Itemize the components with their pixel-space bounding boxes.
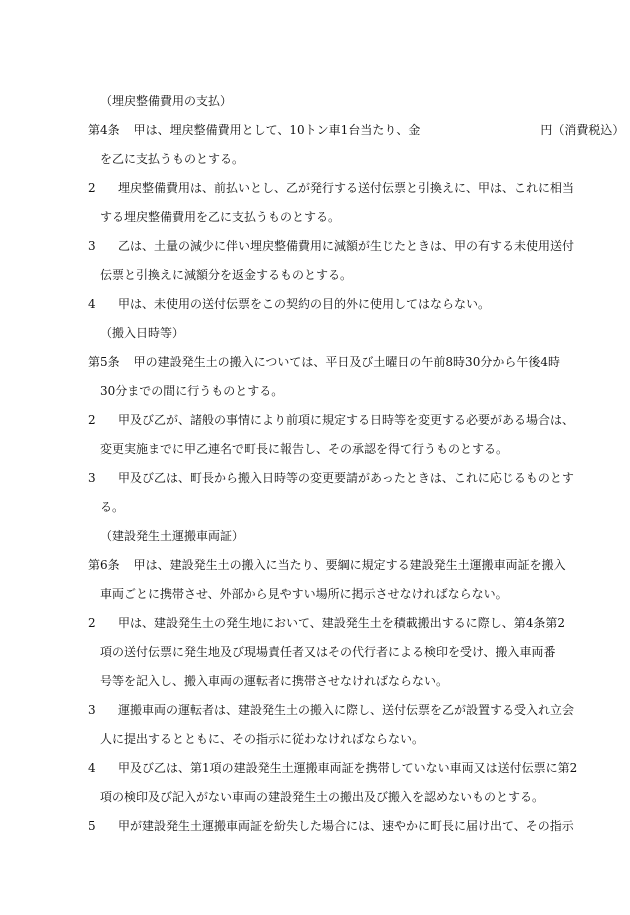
article5-item2-line2: 変更実施までに甲乙連名で町長に報告し、その承認を得て行うものとする。	[100, 442, 509, 456]
article5-item3-line2: る。	[100, 500, 125, 514]
article4-item3-line1: 3 乙は、土量の減少に伴い埋戻整備費用に減額が生じたときは、甲の有する未使用送付	[88, 239, 575, 253]
article6-item2-line1: 2 甲は、建設発生土の発生地において、建設発生土を積載搬出するに際し、第4条第2	[88, 616, 566, 630]
article6-line1-cont: 車両ごとに携帯させ、外部から見やすい場所に掲示させなければならない。	[100, 587, 508, 601]
article6-item3-line1: 3 運搬車両の運転者は、建設発生土の搬入に際し、送付伝票を乙が設置する受入れ立会	[88, 703, 575, 717]
article6-line1: 第6条 甲は、建設発生土の搬入に当たり、要綱に規定する建設発生土運搬車両証を搬入	[88, 558, 566, 572]
article4-item2-line2: する埋戻整備費用を乙に支払うものとする。	[100, 210, 341, 224]
article4-line1-cont: を乙に支払うものとする。	[100, 152, 245, 166]
article5-item3-line1: 3 甲及び乙は、町長から搬入日時等の変更要請があったときは、これに応じるものとす	[88, 471, 574, 485]
article4-number: 第4条	[88, 123, 120, 137]
article4-item2-line1: 2 埋戻整備費用は、前払いとし、乙が発行する送付伝票と引換えに、甲は、これに相当	[88, 181, 575, 195]
article6-item2-line3: 号等を記入し、搬入車両の運転者に携帯させなければならない。	[100, 674, 449, 688]
article4-heading: （埋戻整備費用の支払）	[100, 94, 233, 108]
article4-item3-line2: 伝票と引換えに減額分を返金するものとする。	[100, 268, 353, 282]
article6-number: 第6条	[88, 558, 120, 572]
article6-item3-line2: 人に提出するとともに、その指示に従わなければならない。	[100, 732, 425, 746]
article6-item4-line2: 項の検印及び記入がない車両の建設発生土の搬出及び搬入を認めないものとする。	[100, 790, 545, 804]
article5-line1-cont: 30分までの間に行うものとする。	[100, 384, 284, 398]
article4-line1: 第4条 甲は、埋戻整備費用として、10トン車1台当たり、金 円（消費税込）	[88, 123, 625, 137]
article6-item4-line1: 4 甲及び乙は、第1項の建設発生土運搬車両証を携帯していない車両又は送付伝票に第2	[88, 761, 578, 775]
article6-heading: （建設発生土運搬車両証）	[100, 529, 245, 543]
article5-line1: 第5条 甲の建設発生土の搬入については、平日及び土曜日の午前8時30分から午後4時	[88, 355, 560, 369]
article5-heading: （搬入日時等）	[100, 326, 185, 340]
article6-item5-line1: 5 甲が建設発生土運搬車両証を紛失した場合には、速やかに町長に届け出て、その指示	[88, 819, 574, 833]
article4-item4-line1: 4 甲は、未使用の送付伝票をこの契約の目的外に使用してはならない。	[88, 297, 491, 311]
article5-number: 第5条	[88, 355, 120, 369]
article5-item2-line1: 2 甲及び乙が、諸般の事情により前項に規定する日時等を変更する必要がある場合は、	[88, 413, 575, 427]
article6-item2-line2: 項の送付伝票に発生地及び現場責任者又はその代行者による検印を受け、搬入車両番	[100, 645, 556, 659]
